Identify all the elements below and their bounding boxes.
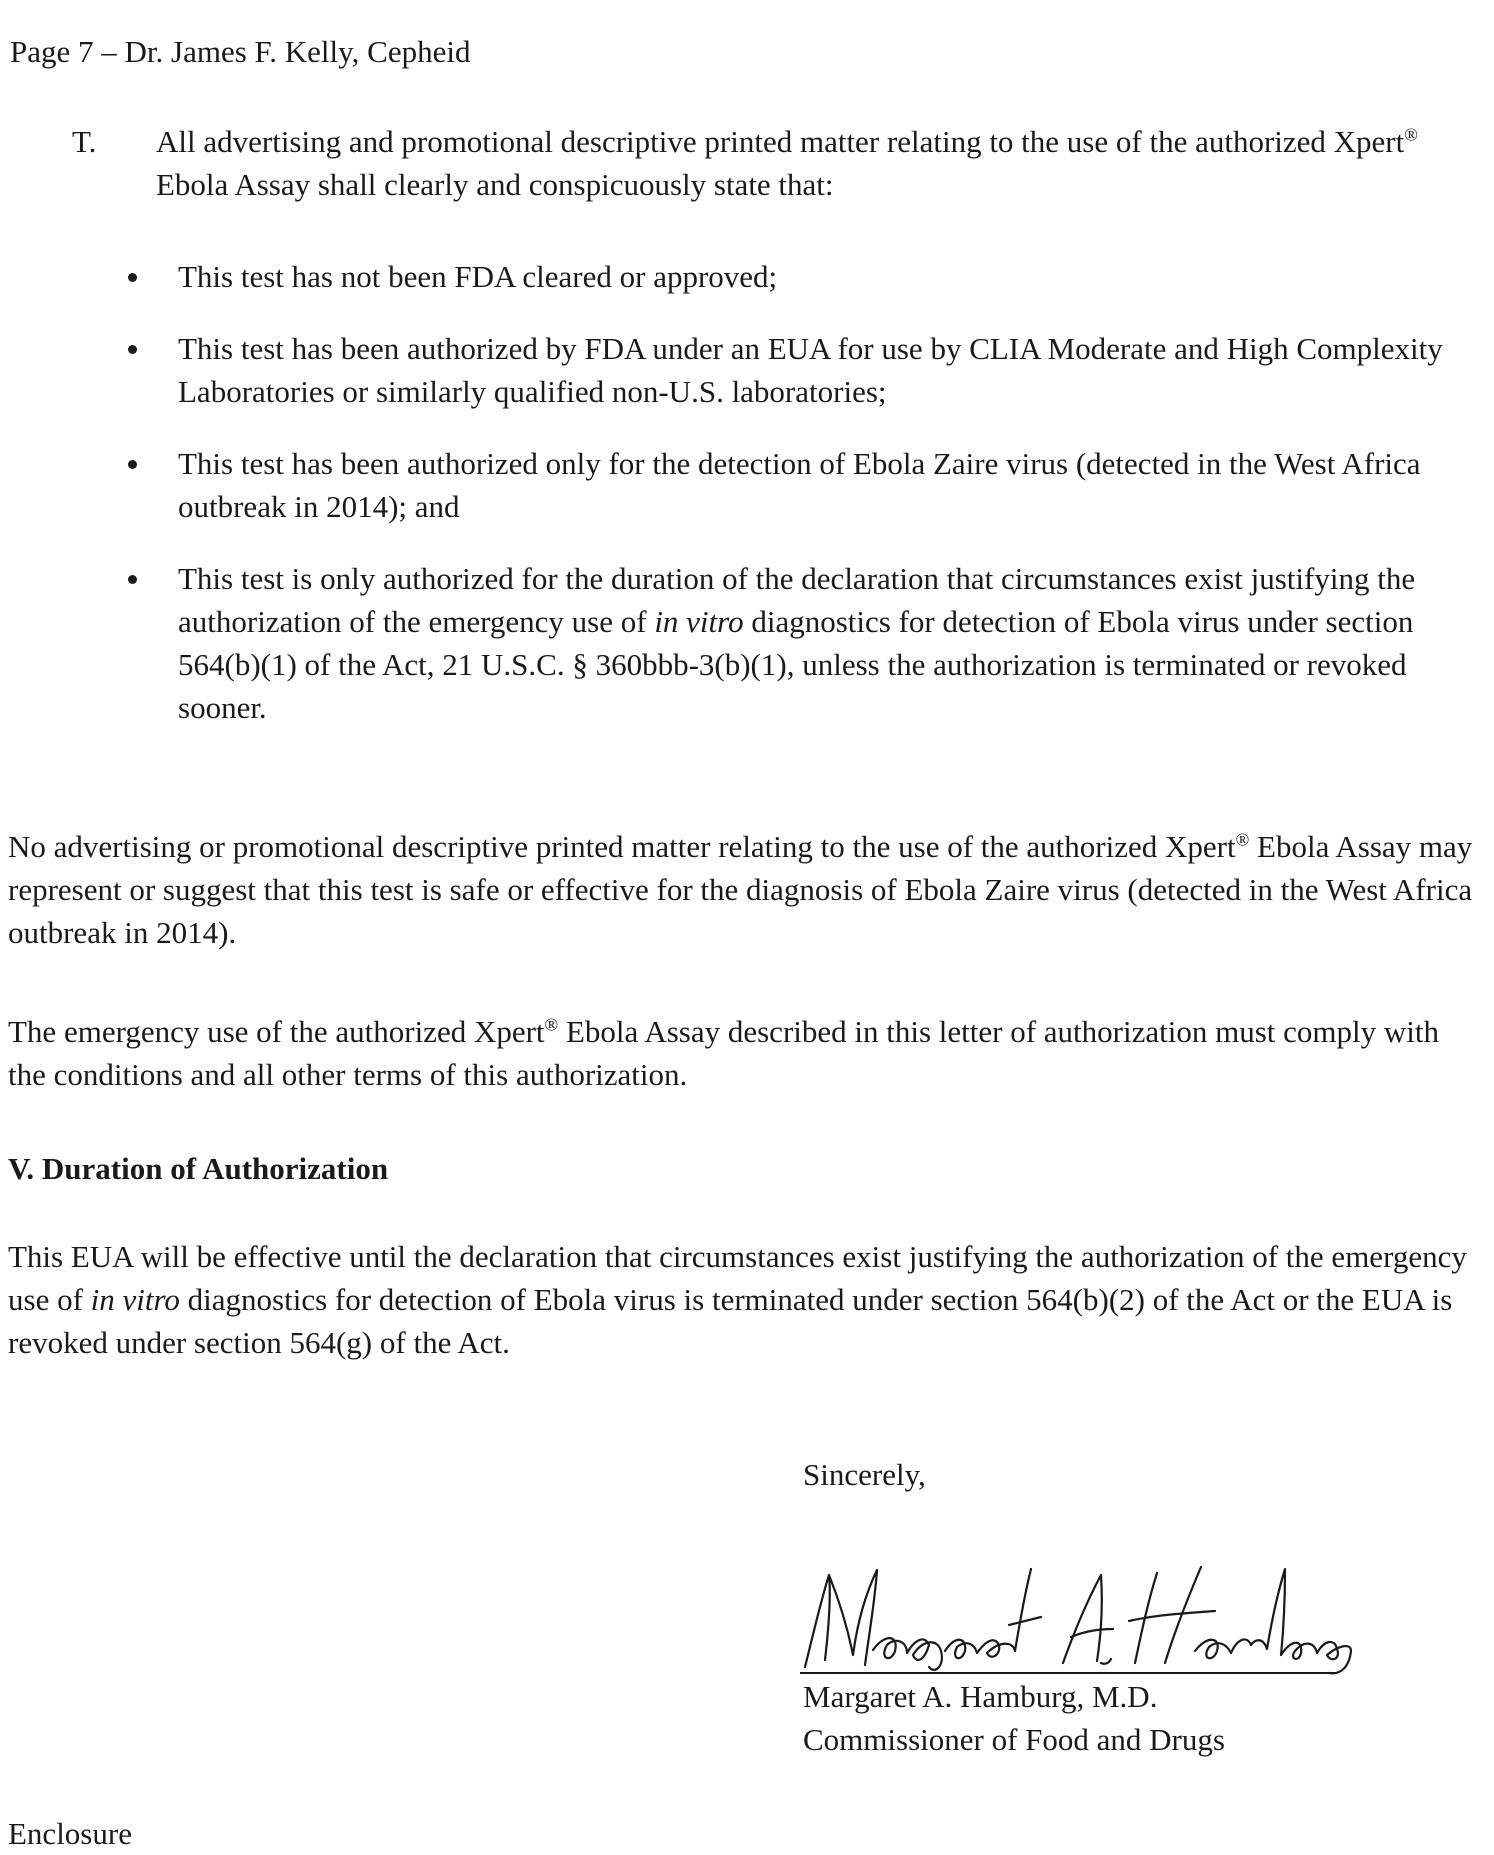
list-item-text: This test has been authorized by FDA under an EUA for use by CLIA Moderate and High Complexity Laboratories or similarly qualified non-U.S. laboratories; <box>178 331 1443 409</box>
signature-line <box>800 1672 1335 1674</box>
paragraph-text: Ebola Assay described in this letter of authorization must comply with the conditions and all other terms of this authorization. <box>8 1014 1439 1092</box>
condition-letter: T. <box>72 124 97 159</box>
enclosure-note: Enclosure <box>8 1816 132 1851</box>
paragraph-italic: in vitro <box>90 1282 180 1317</box>
registered-mark: ® <box>1235 829 1250 850</box>
paragraph-text: This EUA will be effective until the declaration that circumstances exist justifying the authorization of the emergency use of <box>8 1239 1467 1317</box>
bullet-icon <box>128 345 137 354</box>
condition-text <box>156 120 1456 206</box>
signer-name: Margaret A. Hamburg, M.D. <box>803 1679 1158 1714</box>
bullet-icon <box>128 575 137 584</box>
list-item-text: This test has been authorized only for the detection of Ebola Zaire virus (detected in the West Africa outbreak in 2014); and <box>178 446 1421 524</box>
bullet-icon <box>128 460 137 469</box>
paragraph-text: Ebola Assay may represent or suggest that this test is safe or effective for the diagnosis of Ebola Zaire virus (detected in the West Africa outbreak in 2014). <box>8 829 1473 950</box>
list-item-text: This test is only authorized for the duration of the declaration that circumstances exist justifying the authorization of the emergency use of <box>178 561 1416 639</box>
paragraph-text: No advertising or promotional descriptive printed matter relating to the use of the authorized Xpert <box>8 829 1236 864</box>
list-item-text: This test has not been FDA cleared or approved; <box>178 259 778 294</box>
list-item-text: diagnostics for detection of Ebola virus under section 564(b)(1) of the Act, 21 U.S.C. § 360bbb-3(b)(1), unless the authorization is terminated or revoked sooner. <box>178 604 1414 725</box>
list-item <box>120 327 1480 413</box>
registered-mark: ® <box>1404 124 1418 145</box>
condition-text-part: Ebola Assay shall clearly and conspicuously state that: <box>156 167 834 202</box>
signer-title: Commissioner of Food and Drugs <box>803 1722 1225 1757</box>
handwritten-signature <box>795 1555 1355 1675</box>
signer-block <box>803 1675 1225 1761</box>
duration-paragraph <box>8 1235 1478 1364</box>
section-heading: V. Duration of Authorization <box>8 1151 389 1186</box>
bullet-icon <box>128 273 137 282</box>
condition-text-part: All advertising and promotional descriptive printed matter relating to the use of the authorized Xpert <box>156 124 1405 159</box>
required-statements-list <box>120 255 1480 758</box>
list-item <box>120 442 1480 528</box>
paragraph-text: The emergency use of the authorized Xpert <box>8 1014 545 1049</box>
list-item <box>120 557 1480 729</box>
compliance-paragraph <box>8 1010 1478 1096</box>
list-item <box>120 255 1480 298</box>
list-item-italic: in vitro <box>654 604 744 639</box>
advertising-paragraph <box>8 825 1478 954</box>
closing-salutation: Sincerely, <box>803 1457 926 1492</box>
page-header: Page 7 – Dr. James F. Kelly, Cepheid <box>10 34 471 69</box>
registered-mark: ® <box>544 1014 559 1035</box>
paragraph-text: diagnostics for detection of Ebola virus is terminated under section 564(b)(2) of the Act or the EUA is revoked under section 564(g) of the Act. <box>8 1282 1453 1360</box>
